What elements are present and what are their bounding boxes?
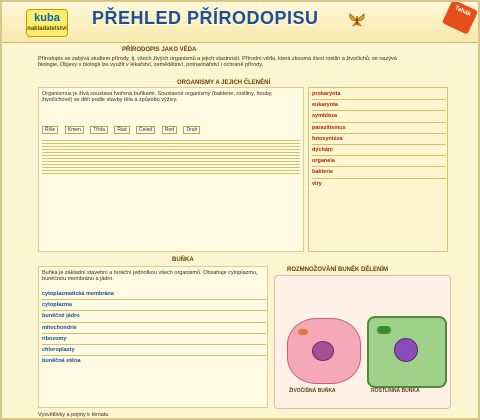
cell-text: Buňka je základní stavební a funkční jednotkou všech organismů. Obsahuje cytoplazmu, buněčnou membránu a jádro. [42, 270, 258, 283]
corner-badge: Tahák [442, 0, 478, 35]
cell-part-3: buněčné jádro [42, 313, 80, 320]
rank-7: Druh [183, 126, 200, 134]
cell-part-7: buněčná stěna [42, 358, 81, 365]
definitions-column [308, 87, 448, 252]
footer-note: Vysvětlivky a pojmy k tématu [38, 412, 109, 418]
definitions-list [312, 91, 446, 187]
plant-cell-label: ROSTLINNÁ BUŇKA [371, 388, 420, 394]
plant-nucleus-icon [394, 338, 418, 362]
def-6: dýchání [312, 147, 333, 154]
cell-diagram-area [274, 275, 451, 409]
rank-4: Řád [114, 126, 129, 134]
cell-part-2: cytoplazma [42, 302, 72, 309]
def-2: eukaryota [312, 102, 338, 109]
def-4: parazitismus [312, 124, 346, 131]
def-3: symbióza [312, 113, 338, 120]
def-5: fotosyntéza [312, 135, 343, 142]
cell-part-5: ribozomy [42, 335, 67, 342]
def-9: viry [312, 180, 322, 187]
intro-text: Přírodopis se zabývá studiem přírody, tj. všech živých organismů a jejich vlastností. Přírodní věda, která zkoumá život rostlin a živočichů, se nazývá biologie. Objevy v biologii lze využít v lékařství, zemědělství, potravinářství i ochraně přírody. [38, 56, 397, 69]
rank-2: Kmen [65, 126, 84, 134]
page-title: PŘEHLED PŘÍRODOPISU [92, 8, 319, 28]
section-cell: BUŇKA [172, 257, 194, 263]
plant-cell [367, 316, 447, 388]
cell-structures [42, 291, 266, 364]
butterfly-icon [347, 10, 367, 30]
cell-part-1: cytoplazmatická membrána [42, 291, 114, 297]
animal-cell-label: ŽIVOČIŠNÁ BUŇKA [289, 388, 336, 394]
section-intro: PŘÍRODOPIS JAKO VĚDA [122, 47, 197, 53]
rank-6: Rod [162, 126, 177, 134]
section-organisms: ORGANISMY A JEJICH ČLENĚNÍ [177, 80, 271, 86]
mitochondria-icon [298, 329, 308, 335]
cell-part-4: mitochondrie [42, 324, 77, 331]
classification-row [42, 118, 300, 136]
def-1: prokaryota [312, 91, 341, 97]
header [2, 2, 478, 43]
publisher-logo: kuba nakladatelství [26, 9, 68, 37]
organisms-text: Organismus je živá soustava tvořená buňkami. Soustavné organismy (bakterie, rostliny, houby, živočichové) se dělí podle stavby těla a způsobu výživy. [42, 91, 273, 104]
def-7: organela [312, 158, 335, 165]
cell-panel [38, 266, 268, 408]
animal-cell [287, 318, 361, 384]
nucleus-icon [312, 341, 334, 361]
rank-1: Říše [42, 126, 58, 134]
def-8: bakterie [312, 169, 334, 176]
section-compare: ROZMNOŽOVÁNÍ BUNĚK DĚLENÍM [287, 267, 388, 273]
chloroplast-icon [377, 326, 391, 334]
organisms-panel [38, 87, 304, 252]
org-lines [42, 138, 300, 176]
rank-5: Čeleď [136, 126, 155, 134]
cell-part-6: chloroplasty [42, 347, 75, 354]
rank-3: Třída [90, 126, 108, 134]
